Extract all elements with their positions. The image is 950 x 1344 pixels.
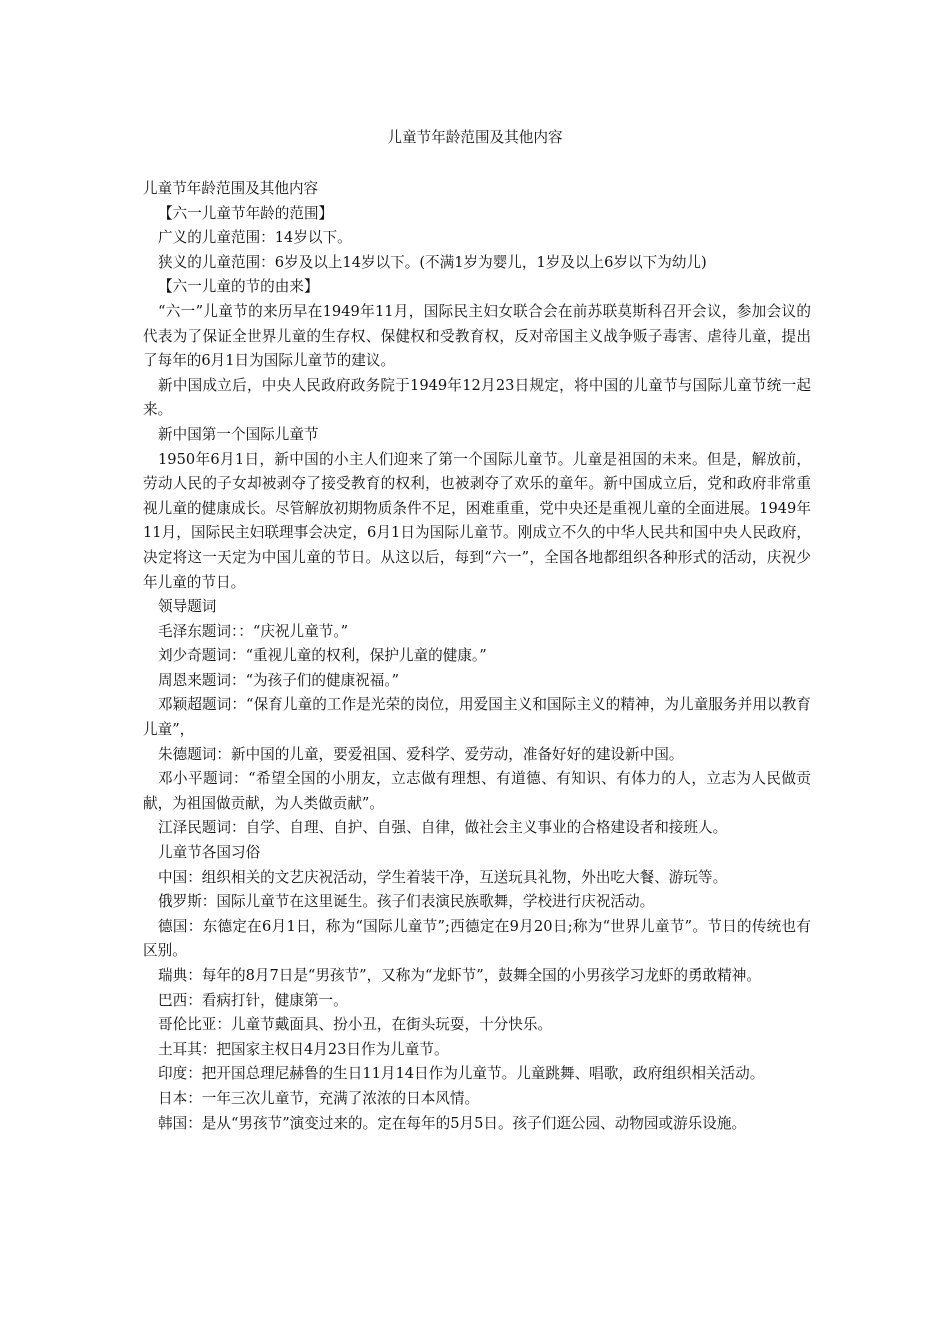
paragraph: 瑞典：每年的8月7日是“男孩节”，又称为“龙虾节”，鼓舞全国的小男孩学习龙虾的勇敢精神。 (158, 967, 761, 984)
paragraph: “六一”儿童节的来历早在1949年11月，国际民主妇女联合会在前苏联莫斯科召开会议，参加会议的代表为了保证全世界儿童的生存权、保健权和受教育权，反对帝国主义战争贩子毒害、虐待儿童，提出了每年的6月1日为国际儿童节的建议。 (143, 302, 811, 370)
paragraph: 中国：组织相关的文艺庆祝活动，学生着装干净，互送玩具礼物，外出吃大餐、游玩等。 (158, 868, 728, 886)
paragraph: 【六一儿童的节的由来】 (158, 278, 319, 296)
paragraph: 周恩来题词：“为孩子们的健康祝福。” (158, 671, 400, 689)
paragraph: 印度：把开国总理尼赫鲁的生日11月14日作为儿童节。儿童跳舞、唱歌，政府组织相关活动。 (158, 1065, 765, 1083)
paragraph: 哥伦比亚：儿童节戴面具、扮小丑，在街头玩耍，十分快乐。 (158, 1016, 553, 1034)
paragraph: 毛泽东题词：：“庆祝儿童节。” (158, 622, 349, 640)
paragraph: 韩国：是从“男孩节”演变过来的。定在每年的5月5日。孩子们逛公园、动物园或游乐设施。 (158, 1114, 747, 1132)
paragraph: 邓颖超题词：“保育儿童的工作是光荣的岗位，用爱国主义和国际主义的精神，为儿童服务并用以教育儿童”， (143, 696, 811, 739)
paragraph: 广义的儿童范围：14岁以下。 (158, 229, 352, 247)
paragraph: 朱德题词：新中国的儿童，要爱祖国、爱科学、爱劳动，准备好好的建设新中国。 (158, 745, 684, 763)
paragraph: 德国：东德定在6月1日，称为“国际儿童节”;西德定在9月20日;称为“世界儿童节”。节日的传统也有区别。 (143, 917, 811, 960)
paragraph: 刘少奇题词：“重视儿童的权利，保护儿童的健康。” (158, 647, 487, 665)
paragraph: 巴西：看病打针，健康第一。 (158, 991, 348, 1009)
paragraph: 【六一儿童节年龄的范围】 (158, 204, 334, 222)
paragraph: 新中国成立后，中央人民政府政务院于1949年12月23日规定，将中国的儿童节与国际儿童节统一起来。 (143, 376, 811, 419)
paragraph: 俄罗斯：国际儿童节在这里诞生。孩子们表演民族歌舞，学校进行庆祝活动。 (158, 893, 655, 911)
paragraph: 领导题词 (158, 598, 217, 616)
paragraph: 邓小平题词：“希望全国的小朋友，立志做有理想、有道德、有知识、有体力的人，立志为人民做贡献，为祖国做贡献，为人类做贡献”。 (143, 770, 811, 812)
paragraph: 儿童节年龄范围及其他内容 (143, 180, 319, 197)
paragraph: 新中国第一个国际儿童节 (158, 425, 319, 443)
paragraph: 土耳其：把国家主权日4月23日作为儿童节。 (158, 1040, 449, 1058)
document-title: 儿童节年龄范围及其他内容 (387, 129, 563, 146)
document-body (143, 177, 811, 1136)
paragraph: 1950年6月1日，新中国的小主人们迎来了第一个国际儿童节。儿童是祖国的未来。但是，解放前，劳动人民的子女却被剥夺了接受教育的权利，也被剥夺了欢乐的童年。新中国成立后，党和政府非常重视儿童的健康成长。尽管解放初期物质条件不足，困难重重，党中央还是重视儿童的全面进展。1949年11月，国际民主妇联理事会决定，6月1日为国际儿童节。刚成立不久的中华人民共和国中央人民政府，决定将这一天定为中国儿童的节日。从这以后，每到“六一”，全国各地都组织各种形式的活动，庆祝少年儿童的节日。 (143, 450, 811, 591)
paragraph: 儿童节各国习俗 (158, 844, 261, 862)
paragraph: 江泽民题词：自学、自理、自护、自强、自律，做社会主义事业的合格建设者和接班人。 (158, 819, 728, 837)
paragraph: 狭义的儿童范围：6岁及以上14岁以下。(不满1岁为婴儿，1岁及以上6岁以下为幼儿) (158, 253, 707, 271)
paragraph: 日本：一年三次儿童节，充满了浓浓的日本风情。 (158, 1089, 480, 1107)
